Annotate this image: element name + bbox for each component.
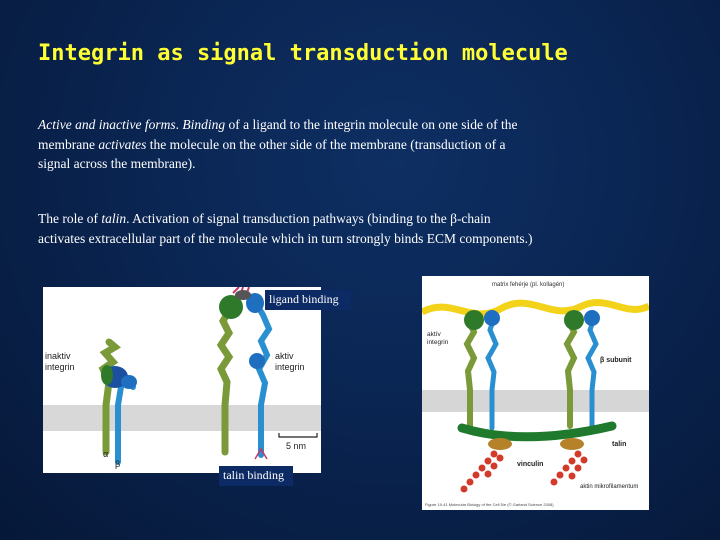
phrase-binding: Binding: [182, 117, 226, 132]
phrase-talin: talin: [101, 211, 127, 226]
scale-bar: [279, 433, 317, 437]
inactive-integrin: [101, 342, 137, 462]
paragraph-activation: [38, 115, 538, 174]
scale-label: 5 nm: [286, 441, 307, 451]
figure-caption: Figure 19-41 Molecular Biology of the Cell 5/e (© Garland Science 2008): [425, 502, 554, 507]
talin-binding-callout: talin binding: [219, 466, 293, 486]
text-run: of a ligand to the integrin molecule on one side of the membrane: [38, 117, 518, 152]
slide-title: Integrin as signal transduction molecule: [38, 41, 568, 66]
matrix-label: matrix fehérje (pl. kollagén): [492, 282, 565, 288]
beta-subunit-label: β subunit: [600, 357, 632, 364]
actin-filaments: [461, 451, 588, 493]
inactive-label-line2: integrin: [45, 362, 75, 372]
phrase-activates: activates: [98, 136, 147, 152]
vinculin-left: [488, 438, 512, 450]
focal-adhesion-figure: [422, 276, 649, 510]
active-integrin: [219, 287, 269, 459]
text-run: . Activation of signal transduction pathways (binding to the β-chain activates extracellular part of the molecule which in turn strongly binds ECM components.): [38, 211, 533, 246]
ligand-binding-callout: ligand binding: [265, 290, 351, 310]
active-label-line1: aktiv: [275, 351, 294, 361]
integrin-conformation-diagram: [43, 287, 321, 473]
focal-adhesion-diagram: [422, 276, 649, 510]
talin-label: talin: [612, 441, 627, 448]
inactive-label-line1: inaktiv: [45, 351, 71, 361]
active-label-line2: integrin: [427, 339, 449, 346]
active-label-line2: integrin: [275, 362, 305, 372]
beta-label: β: [115, 459, 121, 469]
paragraph-talin: [38, 209, 538, 248]
text-run: the molecule on the other side of the membrane (transduction of a signal across the membrane).: [38, 136, 506, 171]
active-label-line1: aktív: [427, 331, 441, 338]
membrane: [422, 390, 649, 412]
vinculin-right: [560, 438, 584, 450]
membrane: [43, 405, 321, 431]
talin: [462, 426, 612, 437]
phrase-active-inactive: Active and inactive forms: [38, 117, 176, 132]
text-run: .: [175, 117, 183, 132]
text-run: The role of: [38, 211, 102, 226]
vinculin-label: vinculin: [517, 461, 544, 468]
integrin-conformation-figure: [43, 287, 321, 473]
alpha-label: α: [103, 449, 109, 459]
matrix-protein: [422, 303, 649, 314]
actin-label: aktin mikrofilamentum: [580, 484, 639, 490]
